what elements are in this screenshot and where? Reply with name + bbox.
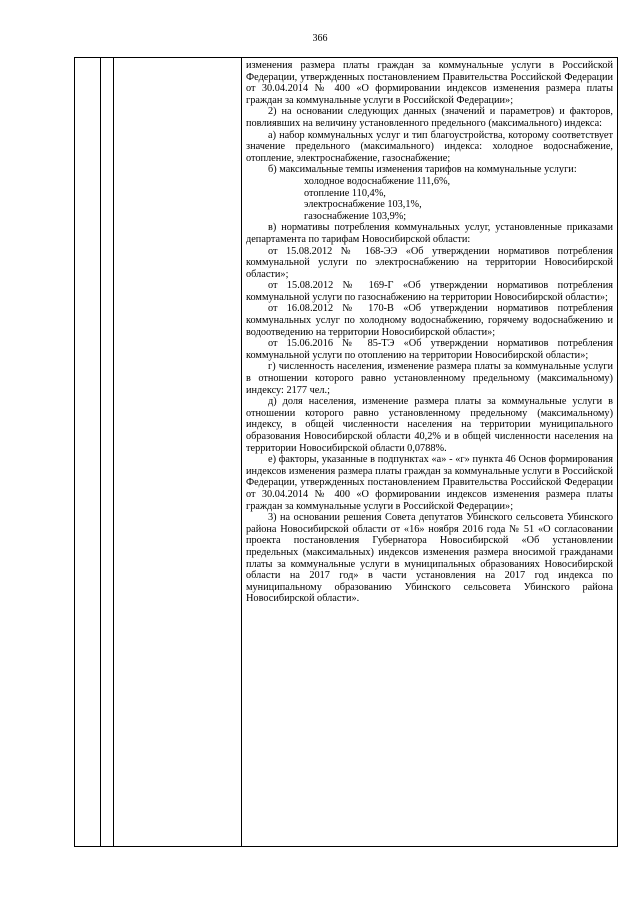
paragraph: 3) на основании решения Совета депутатов Убинского сельсовета Убинского района Новосибирской области от «16» ноября 2016 года № 51 «О согласовании проекта постановления Губернатора Новосибирской «Об установлении предельных (максимальных) индексов изменения размера вносимой гражданами платы за коммунальные услуги в муниципальных образованиях Новосибирской области на 2017 год» в части установления на 2017 год индекса по муниципальному образованию Убинского сельсовета Убинского района Новосибирской области». (246, 512, 613, 605)
list-item: газоснабжение 103,9%; (304, 210, 407, 222)
list-item: электроснабжение 103,1%, (304, 199, 422, 211)
paragraph: д) доля населения, изменение размера платы за коммунальные услуги в отношении которого равно установленному предельному (максимальному) индексу, в общей численности населения на территории муниципального образования Новосибирской области 40,2% и в общей численности населения на территории Новосибирской области 0,0788%. (246, 396, 613, 454)
paragraph: от 15.08.2012 № 168-ЭЭ «Об утверждении нормативов потребления коммунальной услуги по электроснабжению на территории Новосибирской области»; (246, 245, 613, 280)
table-cell-narrow (101, 58, 114, 847)
paragraph: а) набор коммунальных услуг и тип благоустройства, которому соответствует значение предельного (максимального) индекса: холодное водоснабжение, отопление, электроснабжение, газоснабжение; (246, 129, 613, 164)
table-cell-content (242, 58, 618, 847)
paragraph: б) максимальные темпы изменения тарифов на коммунальные услуги: (268, 164, 577, 176)
table-cell-number (75, 58, 101, 847)
paragraph: от 15.08.2012 № 169-Г «Об утверждении нормативов потребления коммунальной услуги по газоснабжению на территории Новосибирской области»; (246, 280, 613, 303)
list-item: отопление 110,4%, (304, 187, 386, 199)
list-item: холодное водоснабжение 111,6%, (304, 175, 451, 187)
page-number: 366 (312, 33, 328, 44)
table-cell-empty (114, 58, 242, 847)
paragraph: от 15.06.2016 № 85-ТЭ «Об утверждении нормативов потребления коммунальной услуги по отоплению на территории Новосибирской области»; (246, 338, 613, 361)
content-text (242, 58, 617, 605)
paragraph: 2) на основании следующих данных (значений и параметров) и факторов, повлиявших на величину установленного предельного (максимального) индекса: (246, 106, 613, 129)
document-table (74, 57, 618, 847)
paragraph: г) численность населения, изменение размера платы за коммунальные услуги в отношении которого равно установленному предельному (максимальному) индексу: 2177 чел.; (246, 361, 613, 396)
paragraph: изменения размера платы граждан за коммунальные услуги в Российской Федерации, утвержденных постановлением Правительства Российской Федерации от 30.04.2014 № 400 «О формировании индексов изменения размера платы граждан за коммунальные услуги в Российской Федерации»; (246, 60, 613, 106)
paragraph: е) факторы, указанные в подпунктах «а» - «г» пункта 46 Основ формирования индексов изменения размера платы граждан за коммунальные услуги в Российской Федерации, утвержденных постановлением Правительства Российской Федерации от 30.04.2014 № 400 «О формировании индексов изменения размера платы граждан за коммунальные услуги в Российской Федерации»; (246, 454, 613, 512)
paragraph: от 16.08.2012 № 170-В «Об утверждении нормативов потребления коммунальных услуг по холодному водоснабжению, горячему водоснабжению и водоотведению на территории Новосибирской области»; (246, 303, 613, 338)
table-row (75, 58, 618, 847)
paragraph: в) нормативы потребления коммунальных услуг, установленные приказами департамента по тарифам Новосибирской области: (246, 222, 613, 245)
